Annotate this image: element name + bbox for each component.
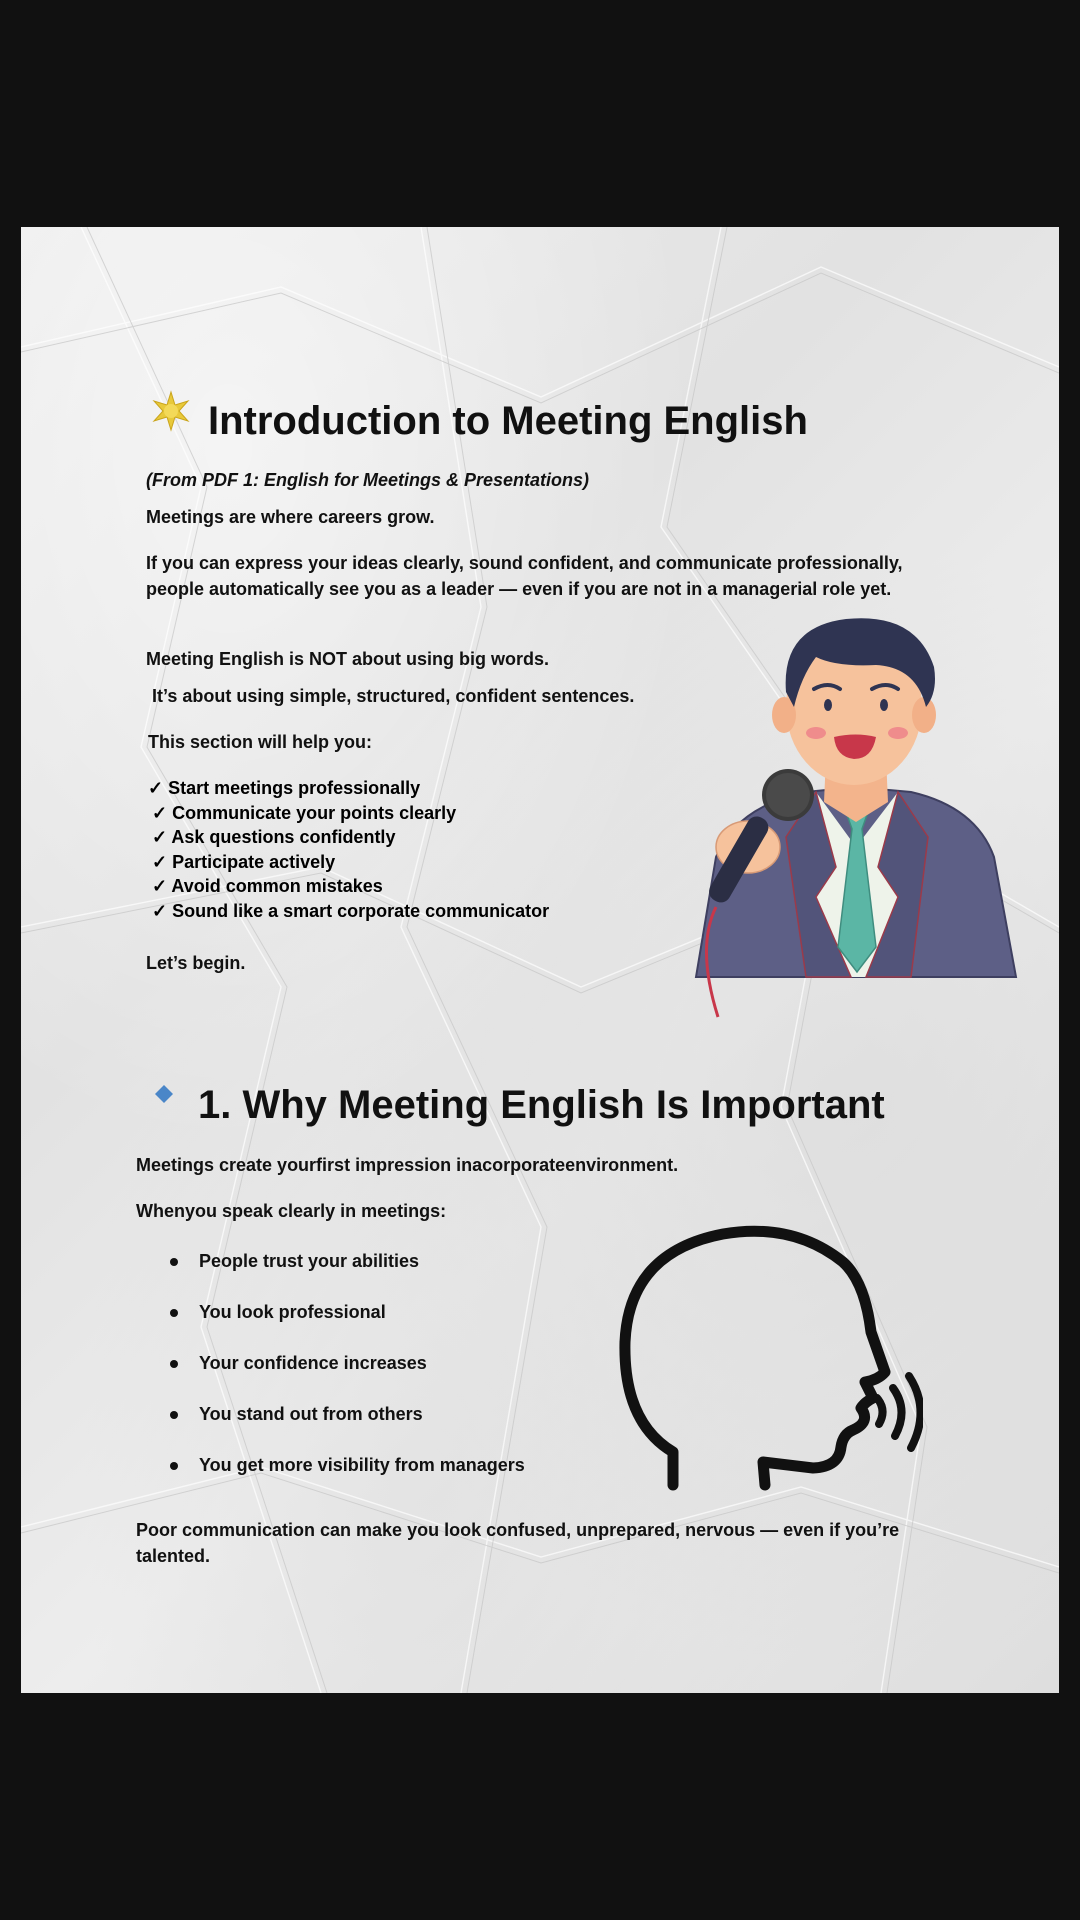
speaking-head-icon [603, 1222, 923, 1492]
checklist-item: ✓ Sound like a smart corporate communicator [152, 900, 550, 921]
bullet-item: You look professional [199, 1302, 386, 1322]
section1-line2: Whenyou speak clearly in meetings: [136, 1201, 447, 1221]
intro-not-about: Meeting English is NOT about using big words. [146, 649, 550, 669]
checklist-item: ✓ Ask questions confidently [152, 827, 396, 847]
bullet-dot [170, 1462, 178, 1470]
checklist [148, 776, 550, 923]
bullet-dot [170, 1360, 178, 1368]
intro-about: It’s about using simple, structured, confident sentences. [152, 686, 635, 706]
checklist-item: ✓ Participate actively [152, 851, 336, 872]
bullet-item: People trust your abilities [199, 1251, 420, 1271]
intro-help-intro: This section will help you: [148, 732, 373, 752]
intro-closing: Let’s begin. [146, 953, 246, 973]
intro-title: Introduction to Meeting English [208, 399, 808, 443]
checklist-item: ✓ Avoid common mistakes [152, 876, 383, 896]
checklist-item: ✓ Start meetings professionally [148, 778, 421, 798]
bullet-item: You get more visibility from managers [199, 1455, 525, 1475]
intro-paragraph: If you can express your ideas clearly, sound confident, and communicate professionally, people automatically see you as a leader — even if you are not in a managerial role yet. [146, 553, 903, 599]
document-page [21, 227, 1059, 1693]
intro-source: (From PDF 1: English for Meetings & Presentations) [146, 470, 590, 490]
bullet-item: You stand out from others [199, 1404, 423, 1424]
bullet-dot [170, 1411, 178, 1419]
businessman-microphone-illustration [676, 607, 1036, 1027]
section1-title: 1. Why Meeting English Is Important [198, 1083, 885, 1127]
bullet-item: Your confidence increases [199, 1353, 427, 1373]
blue-diamond-icon [154, 1084, 174, 1104]
section1-closing: Poor communication can make you look confused, unprepared, nervous — even if you’re talented. [136, 1520, 900, 1566]
bullet-dot [170, 1258, 178, 1266]
bullet-dot [170, 1309, 178, 1317]
checklist-item: ✓ Communicate your points clearly [152, 802, 457, 823]
section1-line1: Meetings create yourfirst impression inacorporateenvironment. [136, 1155, 679, 1175]
intro-line1: Meetings are where careers grow. [146, 507, 435, 527]
sparkle-star-icon [150, 390, 192, 432]
